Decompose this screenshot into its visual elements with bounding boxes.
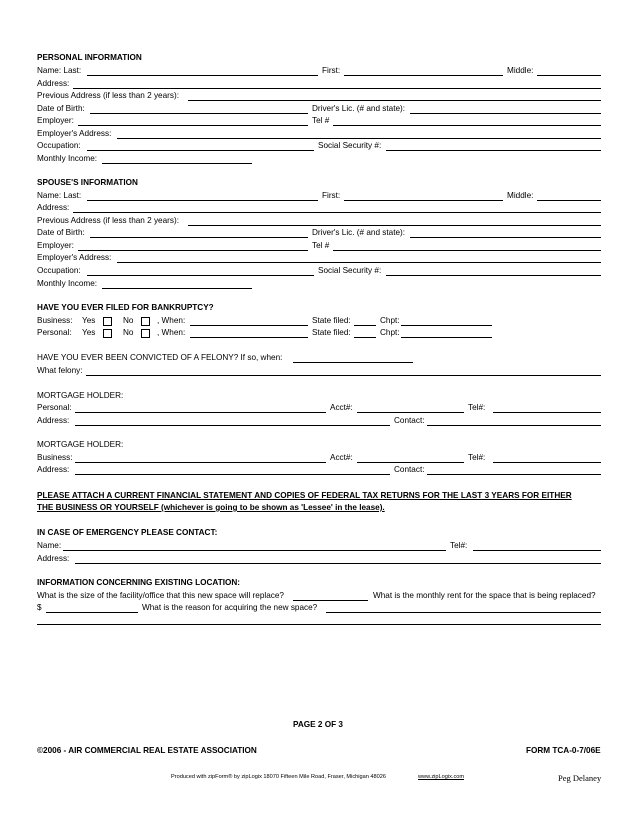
personal-employer-address-label: Employer's Address: <box>37 129 112 138</box>
mortgage1-acct-label: Acct#: <box>330 403 353 412</box>
bankruptcy-personal-yes-checkbox[interactable] <box>103 329 112 338</box>
personal-prev-address-label: Previous Address (if less than 2 years): <box>37 91 179 100</box>
emergency-heading: IN CASE OF EMERGENCY PLEASE CONTACT: <box>37 528 218 537</box>
personal-first-name-field[interactable] <box>344 75 503 76</box>
location-size-field[interactable] <box>293 600 368 601</box>
personal-occupation-field[interactable] <box>87 150 314 151</box>
mortgage2-tel-label: Tel#: <box>468 453 486 462</box>
personal-address-field[interactable] <box>73 88 601 89</box>
mortgage1-personal-label: Personal: <box>37 403 72 412</box>
spouse-ssn-field[interactable] <box>386 275 601 276</box>
attach-notice-line1: PLEASE ATTACH A CURRENT FINANCIAL STATEMENT AND COPIES OF FEDERAL TAX RETURNS FOR THE LAST 3 YEARS FOR EITHER <box>37 491 572 500</box>
spouse-ssn-label: Social Security #: <box>318 266 382 275</box>
personal-dob-label: Date of Birth: <box>37 104 85 113</box>
emergency-tel-field[interactable] <box>473 550 601 551</box>
spouse-name-last-label: Name: Last: <box>37 191 82 200</box>
mortgage1-tel-field[interactable] <box>493 412 601 413</box>
personal-tel-field[interactable] <box>333 125 601 126</box>
location-reason-field[interactable] <box>326 612 601 613</box>
personal-name-last-label: Name: Last: <box>37 66 82 75</box>
mortgage1-heading: MORTGAGE HOLDER: <box>37 391 124 400</box>
mortgage1-personal-field[interactable] <box>75 412 326 413</box>
personal-occupation-label: Occupation: <box>37 141 81 150</box>
personal-last-name-field[interactable] <box>87 75 318 76</box>
location-dollar-sign: $ <box>37 603 42 612</box>
spouse-employer-address-field[interactable] <box>117 262 601 263</box>
mortgage1-tel-label: Tel#: <box>468 403 486 412</box>
bankruptcy-personal-yes-label: Yes <box>82 328 96 337</box>
personal-drivers-lic-field[interactable] <box>410 113 601 114</box>
bankruptcy-business-yes-checkbox[interactable] <box>103 317 112 326</box>
spouse-employer-address-label: Employer's Address: <box>37 253 112 262</box>
mortgage1-address-field[interactable] <box>75 425 390 426</box>
spouse-prev-address-label: Previous Address (if less than 2 years): <box>37 216 179 225</box>
footer-form-id: FORM TCA-0-7/06E <box>526 746 601 755</box>
personal-employer-field[interactable] <box>78 125 308 126</box>
personal-ssn-label: Social Security #: <box>318 141 382 150</box>
spouse-drivers-lic-label: Driver's Lic. (# and state): <box>312 228 406 237</box>
spouse-employer-field[interactable] <box>78 250 308 251</box>
emergency-tel-label: Tel#: <box>450 541 468 550</box>
bankruptcy-business-yes-label: Yes <box>82 316 96 325</box>
spouse-occupation-label: Occupation: <box>37 266 81 275</box>
spouse-address-field[interactable] <box>73 212 601 213</box>
bankruptcy-business-state-label: State filed: <box>312 316 351 325</box>
mortgage2-heading: MORTGAGE HOLDER: <box>37 440 124 449</box>
mortgage2-business-field[interactable] <box>75 462 326 463</box>
bankruptcy-personal-no-checkbox[interactable] <box>141 329 150 338</box>
spouse-tel-field[interactable] <box>333 250 601 251</box>
spouse-monthly-income-field[interactable] <box>102 288 252 289</box>
personal-middle-name-field[interactable] <box>537 75 601 76</box>
spouse-prev-address-field[interactable] <box>188 225 601 226</box>
spouse-middle-label: Middle: <box>507 191 534 200</box>
mortgage2-tel-field[interactable] <box>493 462 601 463</box>
bankruptcy-personal-chpt-field[interactable] <box>401 337 492 338</box>
bankruptcy-business-label: Business: <box>37 316 73 325</box>
bankruptcy-business-state-field[interactable] <box>354 325 376 326</box>
mortgage1-contact-label: Contact: <box>394 416 425 425</box>
spouse-dob-label: Date of Birth: <box>37 228 85 237</box>
spouse-employer-label: Employer: <box>37 241 74 250</box>
spouse-drivers-lic-field[interactable] <box>410 237 601 238</box>
felony-question: HAVE YOU EVER BEEN CONVICTED OF A FELONY? If so, when: <box>37 353 283 362</box>
attach-notice-line2: THE BUSINESS OR YOURSELF (whichever is going to be shown as 'Lessee' in the lease). <box>37 503 385 512</box>
spouse-occupation-field[interactable] <box>87 275 314 276</box>
bankruptcy-business-when-field[interactable] <box>190 325 308 326</box>
bankruptcy-business-no-label: No <box>123 316 134 325</box>
emergency-address-label: Address: <box>37 554 70 563</box>
spouse-first-name-field[interactable] <box>344 200 503 201</box>
spouse-heading: SPOUSE'S INFORMATION <box>37 178 138 187</box>
personal-employer-label: Employer: <box>37 116 74 125</box>
mortgage2-contact-label: Contact: <box>394 465 425 474</box>
personal-tel-label: Tel # <box>312 116 330 125</box>
location-size-question: What is the size of the facility/office that this new space will replace? <box>37 591 284 600</box>
personal-ssn-field[interactable] <box>386 150 601 151</box>
bankruptcy-personal-state-label: State filed: <box>312 328 351 337</box>
mortgage2-acct-label: Acct#: <box>330 453 353 462</box>
spouse-last-name-field[interactable] <box>87 200 318 201</box>
location-rent-question: What is the monthly rent for the space that is being replaced? <box>373 591 596 600</box>
bankruptcy-business-chpt-label: Chpt: <box>380 316 400 325</box>
personal-middle-label: Middle: <box>507 66 534 75</box>
location-reason-field-continued[interactable] <box>37 624 601 625</box>
spouse-dob-field[interactable] <box>90 237 308 238</box>
bankruptcy-heading: HAVE YOU EVER FILED FOR BANKRUPTCY? <box>37 303 214 312</box>
footer-ziplogix-link[interactable]: www.zipLogix.com <box>418 774 465 780</box>
bankruptcy-personal-state-field[interactable] <box>354 337 376 338</box>
personal-monthly-income-field[interactable] <box>102 163 252 164</box>
bankruptcy-personal-label: Personal: <box>37 328 72 337</box>
bankruptcy-personal-when-field[interactable] <box>190 337 308 338</box>
felony-when-field[interactable] <box>293 362 413 363</box>
location-reason-question: What is the reason for acquiring the new space? <box>142 603 318 612</box>
footer-user-name: Peg Delaney <box>558 773 602 783</box>
spouse-tel-label: Tel # <box>312 241 330 250</box>
mortgage2-contact-field[interactable] <box>427 474 601 475</box>
personal-employer-address-field[interactable] <box>117 138 601 139</box>
mortgage2-address-field[interactable] <box>75 474 390 475</box>
emergency-name-label: Name: <box>37 541 62 550</box>
personal-dob-field[interactable] <box>90 113 308 114</box>
bankruptcy-business-no-checkbox[interactable] <box>141 317 150 326</box>
personal-drivers-lic-label: Driver's Lic. (# and state): <box>312 104 406 113</box>
personal-prev-address-field[interactable] <box>188 100 601 101</box>
mortgage1-contact-field[interactable] <box>427 425 601 426</box>
spouse-monthly-income-label: Monthly Income: <box>37 279 98 288</box>
mortgage1-acct-field[interactable] <box>357 412 464 413</box>
spouse-middle-name-field[interactable] <box>537 200 601 201</box>
mortgage2-address-label: Address: <box>37 465 70 474</box>
bankruptcy-business-chpt-field[interactable] <box>401 325 492 326</box>
bankruptcy-personal-no-label: No <box>123 328 134 337</box>
personal-monthly-income-label: Monthly Income: <box>37 154 98 163</box>
emergency-name-field[interactable] <box>63 550 446 551</box>
bankruptcy-personal-chpt-label: Chpt: <box>380 328 400 337</box>
personal-address-label: Address: <box>37 79 70 88</box>
emergency-address-field[interactable] <box>75 563 601 564</box>
personal-heading: PERSONAL INFORMATION <box>37 53 142 62</box>
location-heading: INFORMATION CONCERNING EXISTING LOCATION: <box>37 578 241 587</box>
mortgage2-business-label: Business: <box>37 453 73 462</box>
spouse-first-label: First: <box>322 191 341 200</box>
spouse-address-label: Address: <box>37 203 70 212</box>
location-rent-field[interactable] <box>46 612 138 613</box>
page-number: PAGE 2 OF 3 <box>293 720 343 729</box>
mortgage2-acct-field[interactable] <box>357 462 464 463</box>
footer-produced-with: Produced with zipForm® by zipLogix 18070 Fifteen Mile Road, Fraser, Michigan 48026 <box>171 774 386 780</box>
bankruptcy-business-when-label: , When: <box>157 316 186 325</box>
mortgage1-address-label: Address: <box>37 416 70 425</box>
bankruptcy-personal-when-label: , When: <box>157 328 186 337</box>
felony-what-label: What felony: <box>37 366 83 375</box>
personal-first-label: First: <box>322 66 341 75</box>
footer-copyright: ©2006 - AIR COMMERCIAL REAL ESTATE ASSOCIATION <box>37 746 257 755</box>
felony-what-field[interactable] <box>86 375 601 376</box>
